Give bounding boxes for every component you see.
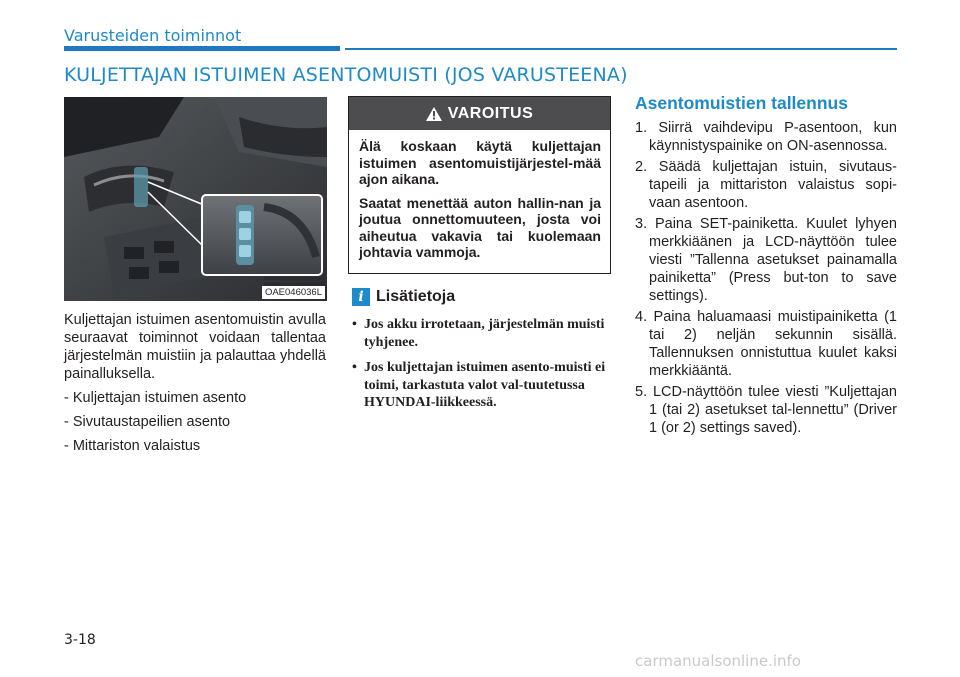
header-rule-thin — [345, 48, 897, 50]
saving-steps — [635, 119, 897, 440]
step-item: 1. Siirrä vaihdevipu P-asentoon, kun käynnistyspainike on ON-asennossa. — [635, 120, 897, 154]
header-rule-thick — [64, 46, 340, 51]
info-heading — [352, 288, 455, 306]
saving-title: Asentomuistien tallennus — [635, 93, 848, 113]
list-item: - Sivutaustapeilien asento — [64, 414, 231, 430]
info-icon: i — [352, 288, 370, 306]
list-item: - Mittariston valaistus — [64, 438, 201, 454]
warning-body — [349, 130, 610, 261]
step-item: 5. LCD-näyttöön tulee viesti ”Kuljettajan 1 (tai 2) asetukset tal-lennettu” (Driver 1 (or 2) settings saved). — [635, 384, 897, 436]
list-item: • Jos kuljettajan istuimen asento-muisti ei toimi, tarkastuta valot val-tuutetussa HYUNDAI-liikkeessä. — [352, 359, 614, 412]
page-number: 3-18 — [64, 632, 96, 648]
photo-code: OAE046036L — [262, 286, 325, 299]
door-panel-photo — [64, 97, 327, 301]
warning-paragraph: Saatat menettää auton hallin-nan ja joutua onnettomuuteen, josta voi aiheutua vakavia tai kuolemaan johtavia vammoja. — [359, 194, 601, 260]
warning-header — [349, 97, 610, 130]
warning-triangle-icon — [426, 107, 442, 121]
info-title: Lisätietoja — [376, 288, 456, 305]
warning-title: VAROITUS — [447, 104, 534, 122]
warning-paragraph: Älä koskaan käytä kuljettajan istuimen asentomuistijärjestel-mää ajon aikana. — [359, 138, 601, 187]
step-item: 3. Paina SET-painiketta. Kuulet lyhyen merkkiäänen ja LCD-näyttöön tulee viesti ”Tallenna asetukset painamalla painiketta” (Press but-ton to save settings). — [635, 216, 897, 304]
step-item: 2. Säädä kuljettajan istuin, sivutaus-tapeili ja mittariston valaistus sopi-vaan asentoon. — [635, 159, 897, 211]
info-list — [352, 316, 614, 420]
list-item: - Kuljettajan istuimen asento — [64, 390, 247, 406]
intro-paragraph: Kuljettajan istuimen asentomuistin avulla seuraavat toiminnot voidaan tallentaa järjestelmän muistiin ja palauttaa yhdellä painalluksella. — [64, 312, 326, 382]
watermark: carmanualsonline.info — [635, 652, 801, 670]
chapter-title: KULJETTAJAN ISTUIMEN ASENTOMUISTI (JOS VARUSTEENA) — [64, 64, 628, 86]
step-item: 4. Paina haluamaasi muistipainiketta (1 tai 2) neljän sekunnin sisällä. Tallennuksen onnistuttua kuulet kaksi merkkiääntä. — [635, 309, 897, 379]
list-item: • Jos akku irrotetaan, järjestelmän muisti tyhjenee. — [352, 316, 614, 351]
intro-text — [64, 311, 326, 455]
section-title: Varusteiden toiminnot — [64, 26, 242, 45]
door-panel-illustration — [64, 97, 327, 301]
warning-box — [348, 96, 611, 274]
